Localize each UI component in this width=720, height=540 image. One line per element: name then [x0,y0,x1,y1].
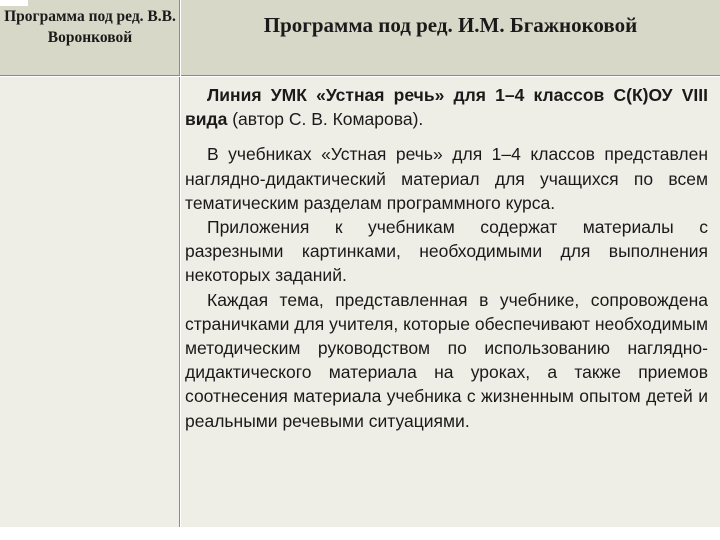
paragraph-1: В учебниках «Устная речь» для 1–4 классов представлен наглядно-дидактический материал для учащихся по всем тематическим разделам программного курса. [185,144,708,213]
bottom-strip [0,527,720,540]
header-right-title: Программа под ред. И.М. Бгажноковой [263,13,638,37]
corner-mark [0,0,28,6]
header-cell-right [181,0,720,76]
paragraph-2: Приложения к учебникам содержат материалы с разрезными картинками, необходимыми для выполнения некоторых заданий. [185,217,708,286]
header-left-title: Программа под ред. В.В. Воронковой [4,8,176,46]
intro-paragraph [185,83,708,131]
intro-author-text: (автор С. В. Комарова). [227,109,424,130]
header-cell-left [0,0,180,76]
body-text [185,83,708,433]
body-cell-right [181,77,720,527]
body-cell-left [0,77,180,527]
paragraph-3: Каждая тема, представленная в учебнике, сопровождена страничками для учителя, которые обеспечивают необходимым методическим руководством по использованию наглядно-дидактического материала на уроках, а также приемов соотнесения материала учебника с жизненным опытом детей и реальными речевыми ситуациями. [185,289,708,431]
intro-bold-text: Линия УМК «Устная речь» для 1–4 классов С(К)ОУ VIII вида [185,85,708,130]
